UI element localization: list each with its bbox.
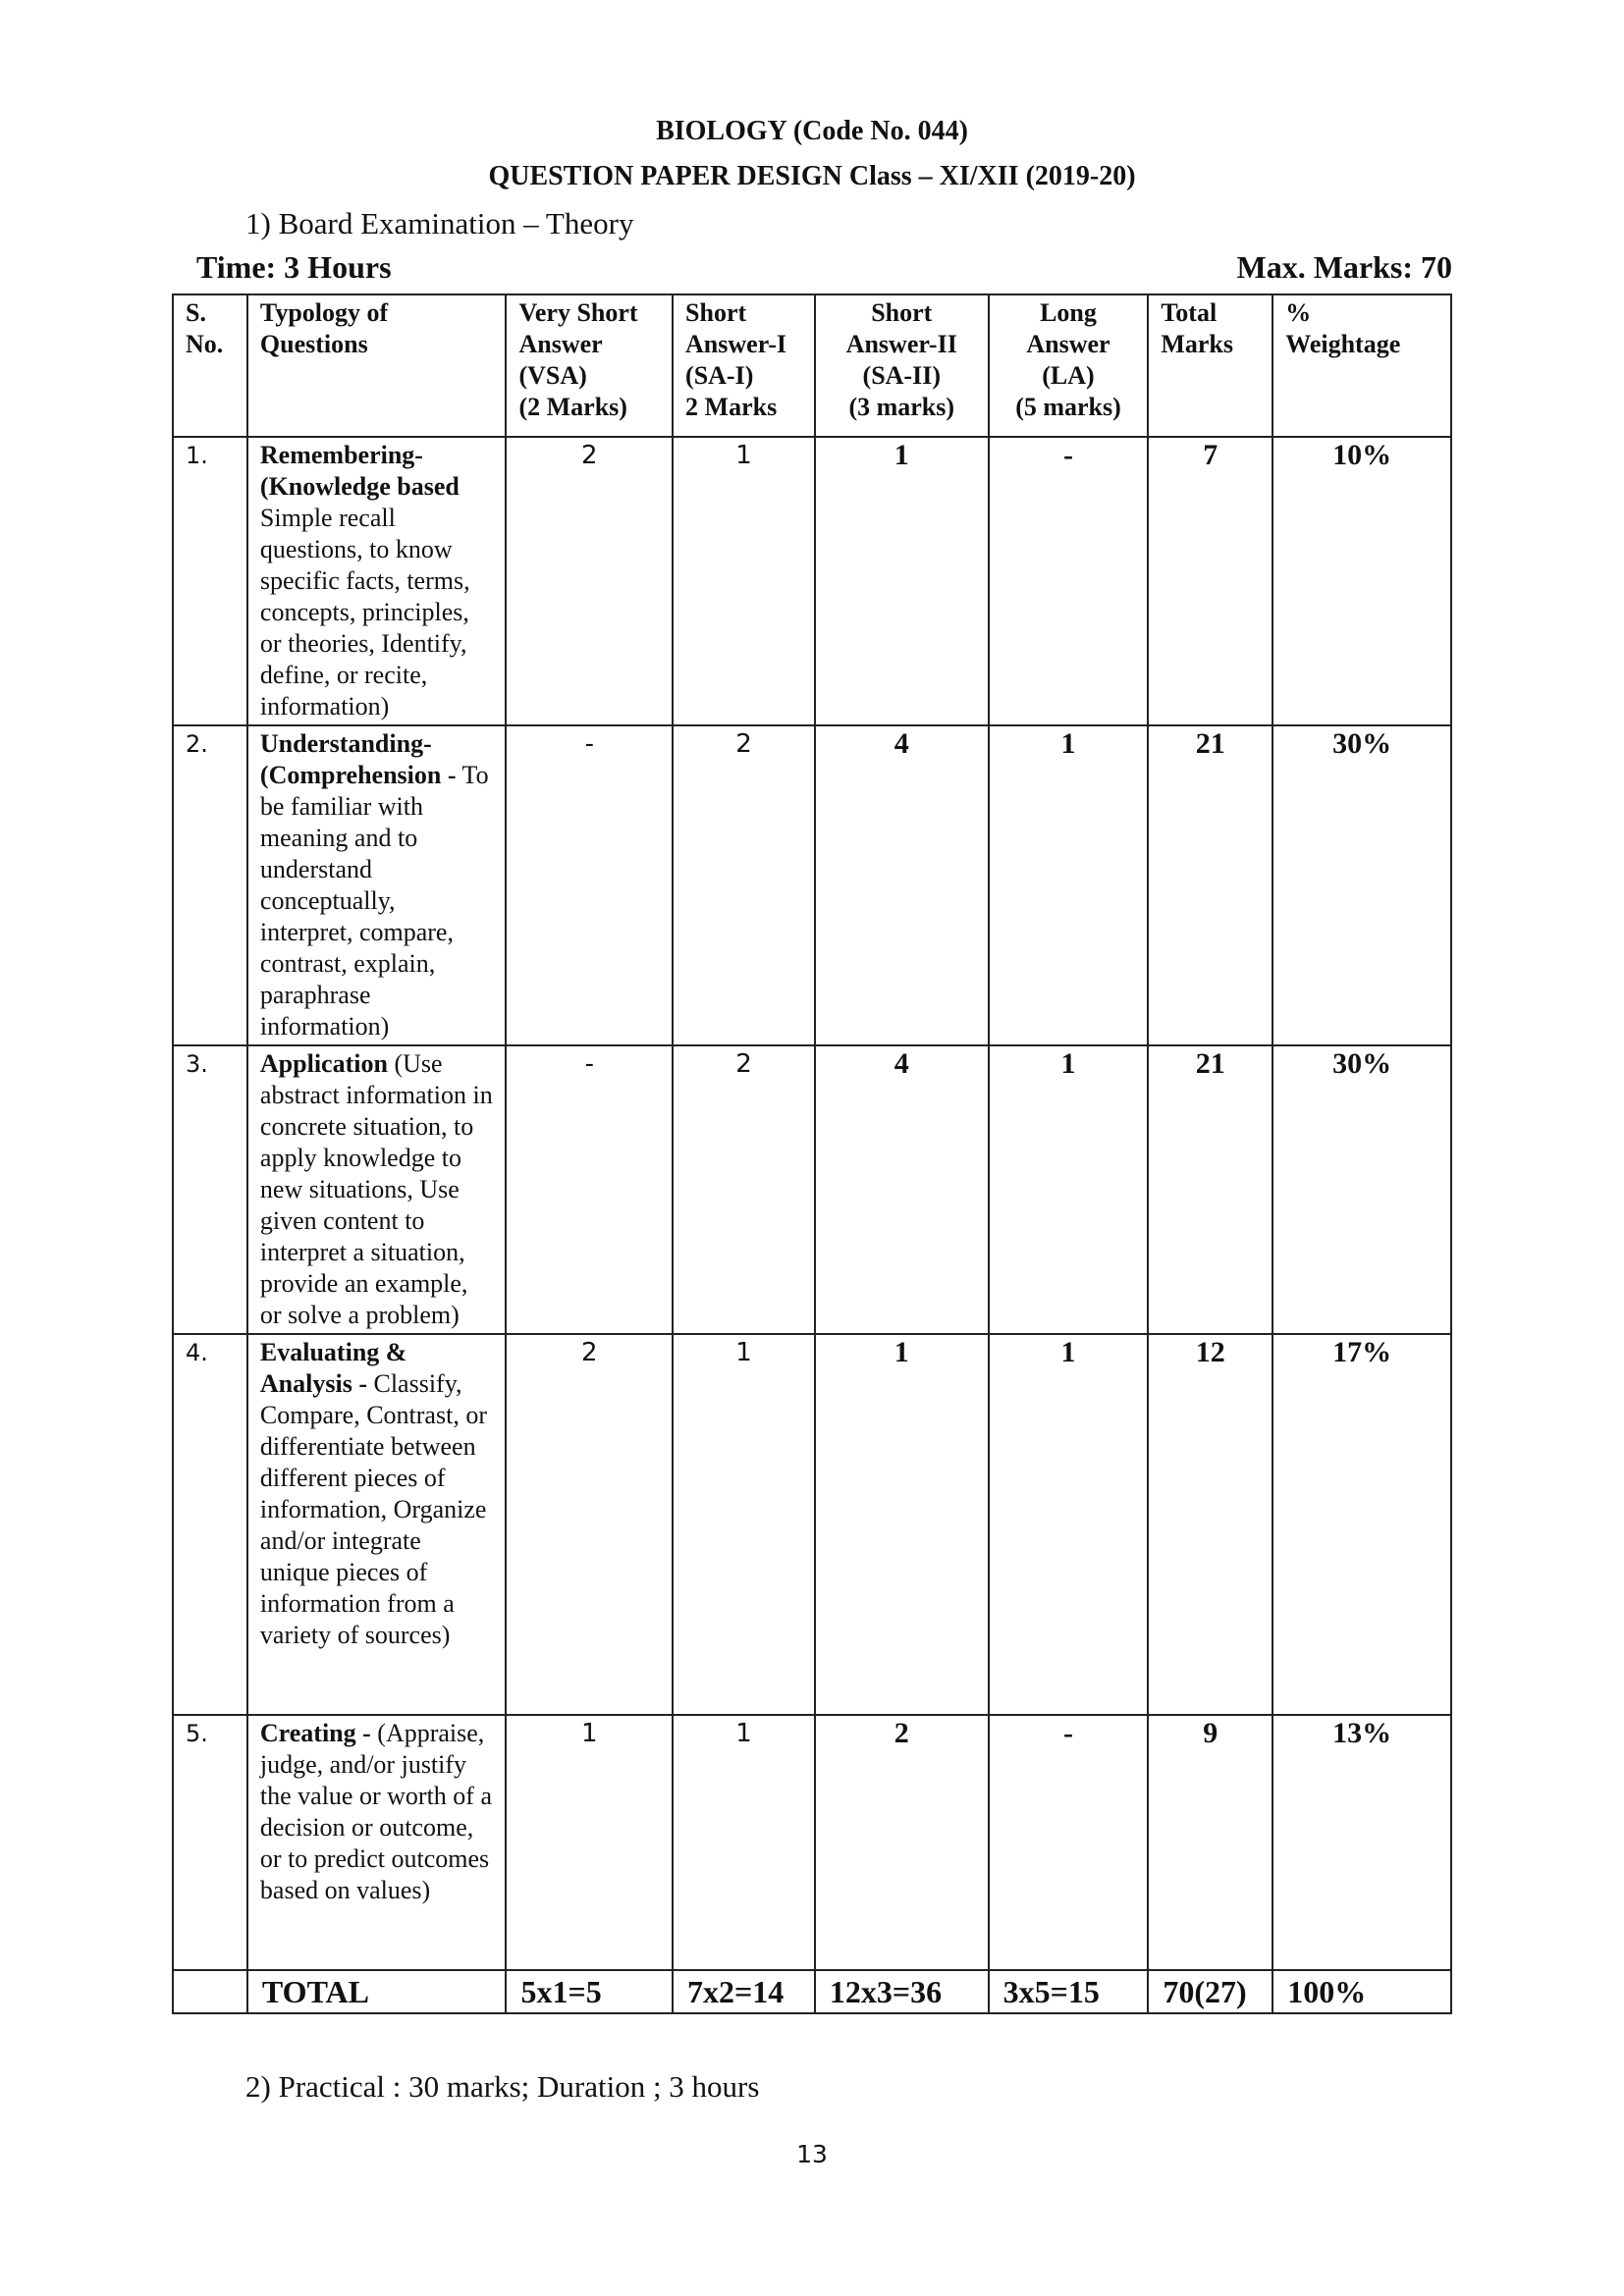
section-heading-theory: 1) Board Examination – Theory bbox=[245, 206, 634, 240]
cell-total: 21 bbox=[1148, 1045, 1272, 1334]
document-subtitle: QUESTION PAPER DESIGN Class – XI/XII (2019-20) bbox=[488, 161, 1136, 191]
cell-total: 21 bbox=[1148, 725, 1272, 1045]
cell-sa1: 1 bbox=[673, 1715, 815, 1970]
total-vsa: 5x1=5 bbox=[506, 1970, 673, 2013]
row-typology: Remembering- (Knowledge based Simple recall questions, to know specific facts, terms, concepts, principles, or theories, Identify, define, or recite, information) bbox=[247, 437, 507, 725]
cell-sa1: 1 bbox=[673, 1334, 815, 1715]
header-sa2: Short Answer-II (SA-II) (3 marks) bbox=[815, 294, 989, 437]
cell-vsa: 1 bbox=[506, 1715, 673, 1970]
cell-weightage: 30% bbox=[1272, 725, 1451, 1045]
row-typology: Application (Use abstract information in concrete situation, to apply knowledge to new situations, Use given content to interpret a situation, provide an example, or solve a problem) bbox=[247, 1045, 507, 1334]
cell-total: 9 bbox=[1148, 1715, 1272, 1970]
cell-la: - bbox=[989, 1715, 1149, 1970]
table-row bbox=[173, 1045, 1451, 1334]
time-label: Time: 3 Hours bbox=[196, 249, 392, 285]
total-sa2: 12x3=36 bbox=[815, 1970, 989, 2013]
header-typology: Typology of Questions bbox=[247, 294, 507, 437]
table-row bbox=[173, 725, 1451, 1045]
cell-vsa: 2 bbox=[506, 1334, 673, 1715]
cell-la: - bbox=[989, 437, 1149, 725]
row-sno: 3. bbox=[173, 1045, 247, 1334]
header-sno: S. No. bbox=[173, 294, 247, 437]
total-la: 3x5=15 bbox=[989, 1970, 1149, 2013]
cell-la: 1 bbox=[989, 1045, 1149, 1334]
max-marks-label: Max. Marks: 70 bbox=[1236, 249, 1452, 285]
row-typology: Understanding- (Comprehension - To be familiar with meaning and to understand conceptually, interpret, compare, contrast, explain, paraphrase information) bbox=[247, 725, 507, 1045]
cell-vsa: - bbox=[506, 1045, 673, 1334]
cell-weightage: 17% bbox=[1272, 1334, 1451, 1715]
total-sa1: 7x2=14 bbox=[673, 1970, 815, 2013]
cell-sa2: 2 bbox=[815, 1715, 989, 1970]
cell-sa1: 2 bbox=[673, 1045, 815, 1334]
cell-weightage: 30% bbox=[1272, 1045, 1451, 1334]
cell-sa2: 4 bbox=[815, 1045, 989, 1334]
table-row bbox=[173, 1715, 1451, 1970]
table-header-row bbox=[173, 294, 1451, 437]
cell-vsa: - bbox=[506, 725, 673, 1045]
cell-sa1: 2 bbox=[673, 725, 815, 1045]
row-typology: Creating - (Appraise, judge, and/or justify the value or worth of a decision or outcome, or to predict outcomes based on values) bbox=[247, 1715, 507, 1970]
section-heading-practical: 2) Practical : 30 marks; Duration ; 3 hours bbox=[245, 2069, 760, 2104]
total-blank-cell bbox=[173, 1970, 247, 2013]
row-typology: Evaluating & Analysis - Classify, Compare, Contrast, or differentiate between different pieces of information, Organize and/or integrate unique pieces of information from a variety of sources) bbox=[247, 1334, 507, 1715]
total-marks: 70(27) bbox=[1148, 1970, 1272, 2013]
cell-weightage: 13% bbox=[1272, 1715, 1451, 1970]
row-sno: 5. bbox=[173, 1715, 247, 1970]
cell-sa2: 4 bbox=[815, 725, 989, 1045]
cell-la: 1 bbox=[989, 1334, 1149, 1715]
header-vsa: Very Short Answer (VSA) (2 Marks) bbox=[506, 294, 673, 437]
total-weightage: 100% bbox=[1272, 1970, 1451, 2013]
cell-sa1: 1 bbox=[673, 437, 815, 725]
document-title: BIOLOGY (Code No. 044) bbox=[656, 116, 968, 146]
header-sa1: Short Answer-I (SA-I) 2 Marks bbox=[673, 294, 815, 437]
total-row bbox=[173, 1970, 1451, 2013]
cell-vsa: 2 bbox=[506, 437, 673, 725]
cell-weightage: 10% bbox=[1272, 437, 1451, 725]
header-total: Total Marks bbox=[1148, 294, 1272, 437]
cell-total: 12 bbox=[1148, 1334, 1272, 1715]
cell-sa2: 1 bbox=[815, 437, 989, 725]
page-number: 13 bbox=[796, 2140, 828, 2168]
cell-total: 7 bbox=[1148, 437, 1272, 725]
row-sno: 4. bbox=[173, 1334, 247, 1715]
question-paper-design-table bbox=[172, 294, 1452, 2014]
row-sno: 1. bbox=[173, 437, 247, 725]
cell-la: 1 bbox=[989, 725, 1149, 1045]
header-weightage: % Weightage bbox=[1272, 294, 1451, 437]
cell-sa2: 1 bbox=[815, 1334, 989, 1715]
total-label: TOTAL bbox=[247, 1970, 507, 2013]
table-row bbox=[173, 437, 1451, 725]
table-row bbox=[173, 1334, 1451, 1715]
header-la: Long Answer (LA) (5 marks) bbox=[989, 294, 1149, 437]
row-sno: 2. bbox=[173, 725, 247, 1045]
